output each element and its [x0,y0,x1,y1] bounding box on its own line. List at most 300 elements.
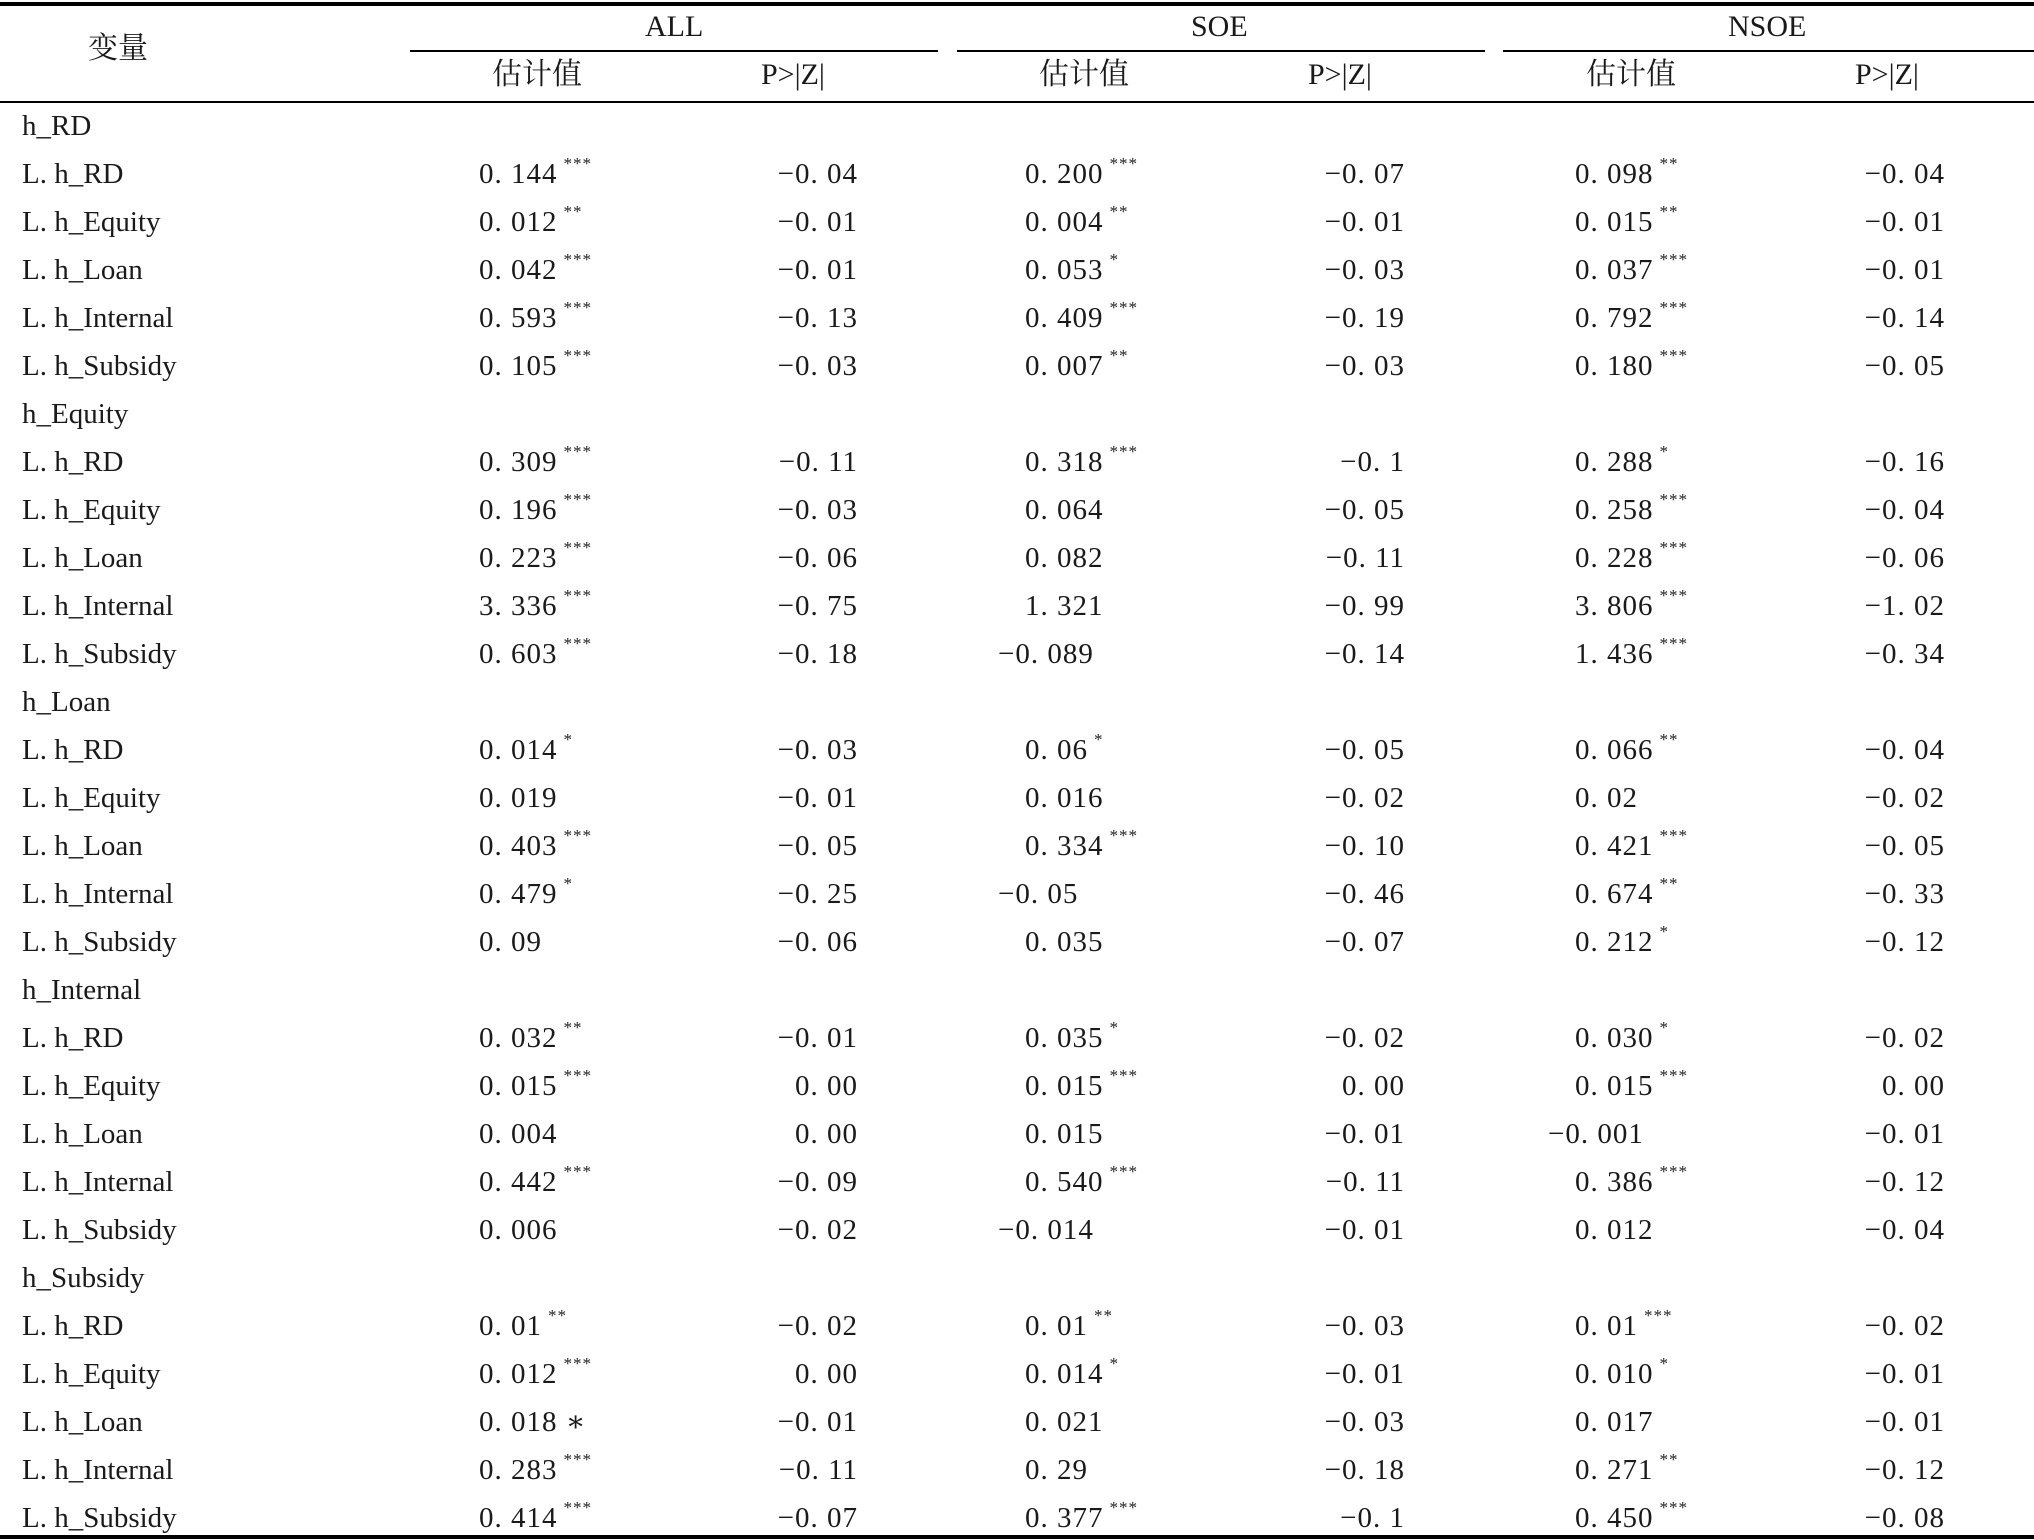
estimate-cell-nsoe [1575,442,1669,483]
p-value-cell-nsoe: −0. 08 [1864,1502,1945,1534]
estimate-cell-nsoe [1575,1162,1688,1203]
p-value-cell-soe: −0. 11 [1325,1166,1405,1198]
estimate-value: 0. 006 [479,1214,558,1246]
subheader-estimate-soe: 估计值 [1039,57,1129,92]
estimate-cell-soe [998,637,1094,671]
significance-stars: *** [563,538,592,557]
estimate-cell-all [479,1306,567,1347]
significance-stars: * [1109,250,1119,269]
estimate-value: 0. 421 [1575,830,1654,862]
significance-stars: *** [1659,1066,1688,1085]
significance-stars: * [1109,1354,1119,1373]
estimate-value: 0. 674 [1575,878,1654,910]
bottom-rule [0,1535,2034,1539]
significance-stars: *** [563,250,592,269]
subheader-p-all: P>|Z| [761,58,825,91]
estimate-cell-soe [1025,250,1119,291]
estimate-value: 0. 01 [1025,1310,1088,1342]
p-value-cell-nsoe: −0. 02 [1864,1022,1945,1054]
estimate-cell-nsoe [1575,1354,1669,1395]
row-label: L. h_Internal [22,878,174,910]
estimate-value: 0. 014 [479,734,558,766]
p-value-cell-all: −0. 03 [777,734,858,766]
row-label: L. h_Equity [22,782,161,814]
estimate-cell-all [479,1117,558,1151]
significance-stars: *** [563,1498,592,1517]
significance-stars: ** [1659,730,1679,749]
p-value-cell-all: −0. 03 [777,350,858,382]
p-value-cell-soe: −0. 01 [1324,206,1405,238]
estimate-value: 0. 015 [1025,1118,1104,1150]
significance-stars: ** [1659,1450,1679,1469]
significance-stars: * [563,874,573,893]
estimate-cell-soe [1025,541,1104,575]
estimate-value: 0. 018 ∗ [479,1406,587,1438]
estimate-cell-nsoe [1575,634,1688,675]
estimate-value: 0. 450 [1575,1502,1654,1534]
estimate-cell-all [479,925,542,959]
group-header-all: ALL [645,10,704,43]
p-value-cell-soe: −0. 1 [1340,446,1405,478]
significance-stars: ** [1109,202,1129,221]
significance-stars: *** [563,1162,592,1181]
estimate-value: 0. 223 [479,542,558,574]
significance-stars: ** [1659,202,1679,221]
row-label: L. h_Equity [22,494,161,526]
p-value-cell-all: −0. 01 [777,206,858,238]
significance-stars: *** [563,1066,592,1085]
estimate-value: 0. 02 [1575,782,1638,814]
p-value-cell-all: −0. 13 [777,302,858,334]
p-value-cell-nsoe: 0. 00 [1882,1070,1945,1102]
row-label: L. h_Internal [22,1454,174,1486]
estimate-cell-nsoe [1575,490,1688,531]
p-value-cell-soe: −0. 10 [1324,830,1405,862]
estimate-cell-nsoe [1575,781,1638,815]
estimate-value: 0. 105 [479,350,558,382]
estimate-value: 0. 593 [479,302,558,334]
estimate-value: −0. 014 [998,1214,1094,1246]
row-label: L. h_Loan [22,254,143,286]
row-label: L. h_Subsidy [22,1502,177,1534]
section-header: h_Internal [22,974,142,1006]
p-value-cell-all: −0. 03 [777,494,858,526]
estimate-cell-soe [1025,1405,1104,1439]
top-rule [0,2,2034,6]
estimate-value: 0. 196 [479,494,558,526]
row-label: L. h_RD [22,158,124,190]
significance-stars: *** [1109,1162,1138,1181]
row-label: L. h_RD [22,734,124,766]
estimate-cell-all [479,730,573,771]
p-value-cell-nsoe: −0. 05 [1864,350,1945,382]
estimate-cell-soe [1025,1018,1119,1059]
estimate-value: 0. 066 [1575,734,1654,766]
significance-stars: * [1659,1354,1669,1373]
p-value-cell-soe: −0. 18 [1324,1454,1405,1486]
estimate-cell-all [479,826,592,867]
estimate-value: 3. 806 [1575,590,1654,622]
estimate-cell-soe [1025,925,1104,959]
p-value-cell-soe: −0. 03 [1324,254,1405,286]
row-label: L. h_Subsidy [22,638,177,670]
estimate-cell-all [479,1405,586,1439]
significance-stars: *** [1659,634,1688,653]
p-value-cell-all: −0. 02 [777,1310,858,1342]
p-value-cell-all: −0. 01 [777,1022,858,1054]
estimate-value: 0. 035 [1025,926,1104,958]
estimate-cell-soe [1025,1162,1138,1203]
estimate-cell-nsoe [1575,1405,1654,1439]
significance-stars: *** [1659,490,1688,509]
significance-stars: *** [563,154,592,173]
row-label: L. h_RD [22,446,124,478]
estimate-cell-nsoe [1575,1066,1688,1107]
estimate-value: 0. 309 [479,446,558,478]
p-value-cell-nsoe: −0. 01 [1864,206,1945,238]
estimate-value: 0. 386 [1575,1166,1654,1198]
estimate-value: 0. 004 [479,1118,558,1150]
estimate-value: 0. 032 [479,1022,558,1054]
estimate-value: 0. 01 [479,1310,542,1342]
estimate-cell-nsoe [1575,586,1688,627]
p-value-cell-all: −0. 04 [777,158,858,190]
p-value-cell-all: −0. 09 [777,1166,858,1198]
p-value-cell-soe: −0. 01 [1324,1214,1405,1246]
significance-stars: *** [1109,1498,1138,1517]
p-value-cell-all: −0. 01 [777,782,858,814]
estimate-value: 0. 042 [479,254,558,286]
estimate-value: 0. 271 [1575,1454,1654,1486]
estimate-cell-soe [1025,1117,1104,1151]
estimate-value: 3. 336 [479,590,558,622]
significance-stars: ** [563,202,583,221]
significance-stars: * [1659,922,1669,941]
estimate-cell-nsoe [1575,250,1688,291]
p-value-cell-nsoe: −0. 01 [1864,1358,1945,1390]
estimate-value: 0. 037 [1575,254,1654,286]
estimate-cell-nsoe [1575,346,1688,387]
row-label: L. h_Loan [22,830,143,862]
row-label: L. h_Loan [22,1118,143,1150]
estimate-value: 0. 180 [1575,350,1654,382]
p-value-cell-soe: −0. 46 [1324,878,1405,910]
estimate-cell-nsoe [1575,538,1688,579]
estimate-value: 0. 017 [1575,1406,1654,1438]
estimate-cell-all [479,298,592,339]
significance-stars: *** [563,298,592,317]
estimate-cell-nsoe [1575,298,1688,339]
estimate-cell-nsoe [1575,154,1679,195]
p-value-cell-nsoe: −0. 04 [1864,494,1945,526]
significance-stars: *** [563,634,592,653]
estimate-cell-all [479,490,592,531]
estimate-value: 0. 442 [479,1166,558,1198]
p-value-cell-all: −0. 01 [777,254,858,286]
p-value-cell-soe: −0. 99 [1324,590,1405,622]
estimate-value: 0. 403 [479,830,558,862]
subheader-estimate-all: 估计值 [492,57,582,92]
estimate-value: −0. 05 [998,878,1079,910]
p-value-cell-soe: −0. 19 [1324,302,1405,334]
estimate-value: 0. 200 [1025,158,1104,190]
significance-stars: *** [1109,298,1138,317]
p-value-cell-nsoe: −0. 01 [1864,1118,1945,1150]
significance-stars: *** [1644,1306,1673,1325]
group-header-soe: SOE [1191,10,1248,43]
estimate-cell-all [479,1498,592,1539]
estimate-value: 0. 015 [1575,206,1654,238]
estimate-cell-nsoe [1575,922,1669,963]
estimate-value: 0. 012 [1575,1214,1654,1246]
estimate-cell-nsoe [1575,874,1679,915]
estimate-cell-soe [998,877,1078,911]
section-header: h_RD [22,110,92,142]
row-label: L. h_RD [22,1022,124,1054]
estimate-value: 0. 29 [1025,1454,1088,1486]
estimate-value: 0. 09 [479,926,542,958]
estimate-cell-all [479,154,592,195]
significance-stars: *** [1659,1162,1688,1181]
estimate-cell-nsoe [1575,202,1679,243]
p-value-cell-soe: −0. 02 [1324,1022,1405,1054]
significance-stars: *** [1109,442,1138,461]
estimate-cell-nsoe [1575,1498,1688,1539]
p-value-cell-soe: −0. 07 [1324,926,1405,958]
p-value-cell-nsoe: −0. 12 [1864,926,1945,958]
p-value-cell-nsoe: −1. 02 [1864,590,1945,622]
estimate-cell-nsoe [1575,1450,1679,1491]
estimate-value: 0. 212 [1575,926,1654,958]
estimate-cell-soe [1025,346,1129,387]
estimate-cell-all [479,781,558,815]
row-label: L. h_Loan [22,1406,143,1438]
estimate-value: 0. 01 [1575,1310,1638,1342]
significance-stars: ** [1659,154,1679,173]
significance-stars: *** [563,346,592,365]
group-underline-soe [957,50,1485,52]
estimate-value: 0. 021 [1025,1406,1104,1438]
p-value-cell-all: −0. 11 [778,446,858,478]
significance-stars: *** [563,586,592,605]
estimate-value: 0. 334 [1025,830,1104,862]
p-value-cell-nsoe: −0. 04 [1864,734,1945,766]
estimate-value: 0. 019 [479,782,558,814]
estimate-value: 0. 098 [1575,158,1654,190]
p-value-cell-nsoe: −0. 02 [1864,782,1945,814]
estimate-cell-soe [1025,1306,1113,1347]
estimate-cell-soe [1025,154,1138,195]
estimate-cell-soe [1025,826,1138,867]
estimate-cell-nsoe [1575,1018,1669,1059]
subheader-estimate-nsoe: 估计值 [1586,57,1676,92]
p-value-cell-nsoe: −0. 04 [1864,1214,1945,1246]
significance-stars: * [1659,1018,1669,1037]
estimate-value: 0. 288 [1575,446,1654,478]
significance-stars: *** [1109,154,1138,173]
estimate-cell-soe [1025,730,1104,771]
estimate-cell-all [479,1450,592,1491]
p-value-cell-soe: 0. 00 [1342,1070,1405,1102]
p-value-cell-all: 0. 00 [795,1118,858,1150]
estimate-cell-soe [998,1213,1094,1247]
estimate-value: 0. 414 [479,1502,558,1534]
row-label: L. h_Subsidy [22,926,177,958]
estimate-cell-soe [1025,202,1129,243]
estimate-cell-nsoe [1575,730,1679,771]
estimate-value: 0. 409 [1025,302,1104,334]
estimate-cell-soe [1025,1354,1119,1395]
variable-header: 变量 [88,31,148,66]
p-value-cell-nsoe: −0. 05 [1864,830,1945,862]
row-label: L. h_Loan [22,542,143,574]
significance-stars: *** [563,826,592,845]
p-value-cell-all: −0. 01 [777,1406,858,1438]
estimate-cell-soe [1025,589,1104,623]
estimate-value: 0. 016 [1025,782,1104,814]
estimate-cell-nsoe [1575,826,1688,867]
estimate-value: 0. 015 [1575,1070,1654,1102]
estimate-value: 0. 228 [1575,542,1654,574]
p-value-cell-soe: −0. 05 [1324,734,1405,766]
estimate-value: 0. 004 [1025,206,1104,238]
significance-stars: *** [1109,1066,1138,1085]
p-value-cell-nsoe: −0. 14 [1864,302,1945,334]
estimate-value: 0. 010 [1575,1358,1654,1390]
estimate-value: 0. 014 [1025,1358,1104,1390]
row-label: L. h_RD [22,1310,124,1342]
estimate-value: 0. 030 [1575,1022,1654,1054]
significance-stars: * [1659,442,1669,461]
significance-stars: *** [563,442,592,461]
estimate-value: 0. 082 [1025,542,1104,574]
significance-stars: *** [1659,1498,1688,1517]
estimate-cell-soe [1025,442,1138,483]
estimate-cell-soe [1025,298,1138,339]
header-rule [0,101,2034,103]
estimate-value: 0. 015 [1025,1070,1104,1102]
significance-stars: *** [1659,586,1688,605]
row-label: L. h_Internal [22,302,174,334]
p-value-cell-soe: −0. 03 [1324,1406,1405,1438]
estimate-cell-all [479,634,592,675]
p-value-cell-all: −0. 06 [777,542,858,574]
significance-stars: * [563,730,573,749]
significance-stars: *** [563,490,592,509]
p-value-cell-all: −0. 11 [778,1454,858,1486]
significance-stars: *** [1659,250,1688,269]
p-value-cell-all: −0. 02 [777,1214,858,1246]
estimate-value: 0. 318 [1025,446,1104,478]
p-value-cell-nsoe: −0. 02 [1864,1310,1945,1342]
significance-stars: *** [1659,346,1688,365]
subheader-p-soe: P>|Z| [1308,58,1372,91]
estimate-value: 0. 144 [479,158,558,190]
estimate-cell-all [479,1066,592,1107]
row-label: L. h_Equity [22,206,161,238]
group-underline-all [410,50,938,52]
estimate-value: 0. 603 [479,638,558,670]
significance-stars: *** [1659,538,1688,557]
estimate-cell-nsoe [1548,1117,1644,1151]
estimate-cell-all [479,1018,583,1059]
significance-stars: *** [1659,826,1688,845]
estimate-value: 0. 792 [1575,302,1654,334]
row-label: L. h_Equity [22,1070,161,1102]
p-value-cell-soe: −0. 1 [1340,1502,1405,1534]
p-value-cell-nsoe: −0. 06 [1864,542,1945,574]
p-value-cell-soe: −0. 03 [1324,350,1405,382]
p-value-cell-nsoe: −0. 16 [1864,446,1945,478]
estimate-cell-all [479,586,592,627]
p-value-cell-nsoe: −0. 01 [1864,1406,1945,1438]
estimate-cell-nsoe [1575,1306,1673,1347]
p-value-cell-nsoe: −0. 34 [1864,638,1945,670]
significance-stars: * [1109,1018,1119,1037]
significance-stars: *** [1659,298,1688,317]
significance-stars: ** [1109,346,1129,365]
p-value-cell-nsoe: −0. 33 [1864,878,1945,910]
estimate-cell-all [479,250,592,291]
estimate-value: 0. 012 [479,206,558,238]
row-label: L. h_Subsidy [22,1214,177,1246]
estimate-cell-all [479,442,592,483]
p-value-cell-soe: −0. 03 [1324,1310,1405,1342]
estimate-value: 0. 064 [1025,494,1104,526]
significance-stars: *** [563,1450,592,1469]
row-label: L. h_Internal [22,590,174,622]
p-value-cell-all: −0. 06 [777,926,858,958]
estimate-cell-all [479,1162,592,1203]
row-label: L. h_Equity [22,1358,161,1390]
estimate-cell-soe [1025,1453,1088,1487]
p-value-cell-all: −0. 25 [777,878,858,910]
significance-stars: ** [563,1018,583,1037]
p-value-cell-all: −0. 05 [777,830,858,862]
estimate-value: 0. 053 [1025,254,1104,286]
row-label: L. h_Internal [22,1166,174,1198]
estimate-value: 1. 321 [1025,590,1104,622]
p-value-cell-soe: −0. 14 [1324,638,1405,670]
p-value-cell-nsoe: −0. 04 [1864,158,1945,190]
estimate-value: 0. 012 [479,1358,558,1390]
significance-stars: * [1094,730,1104,749]
group-header-nsoe: NSOE [1728,10,1807,43]
estimate-value: −0. 089 [998,638,1094,670]
estimate-cell-all [479,202,583,243]
significance-stars: ** [1094,1306,1113,1325]
estimate-cell-nsoe [1575,1213,1654,1247]
section-header: h_Subsidy [22,1262,145,1294]
estimate-value: 0. 007 [1025,350,1104,382]
p-value-cell-nsoe: −0. 12 [1864,1454,1945,1486]
significance-stars: ** [548,1306,567,1325]
estimate-value: 0. 540 [1025,1166,1104,1198]
estimate-value: −0. 001 [1548,1118,1644,1150]
estimate-value: 0. 283 [479,1454,558,1486]
p-value-cell-nsoe: −0. 01 [1864,254,1945,286]
p-value-cell-all: 0. 00 [795,1070,858,1102]
p-value-cell-soe: −0. 02 [1324,782,1405,814]
significance-stars: *** [563,1354,592,1373]
estimate-cell-all [479,1213,558,1247]
row-label: L. h_Subsidy [22,350,177,382]
p-value-cell-all: −0. 75 [777,590,858,622]
estimate-value: 0. 479 [479,878,558,910]
significance-stars: ** [1659,874,1679,893]
p-value-cell-all: −0. 07 [777,1502,858,1534]
estimate-value: 1. 436 [1575,638,1654,670]
